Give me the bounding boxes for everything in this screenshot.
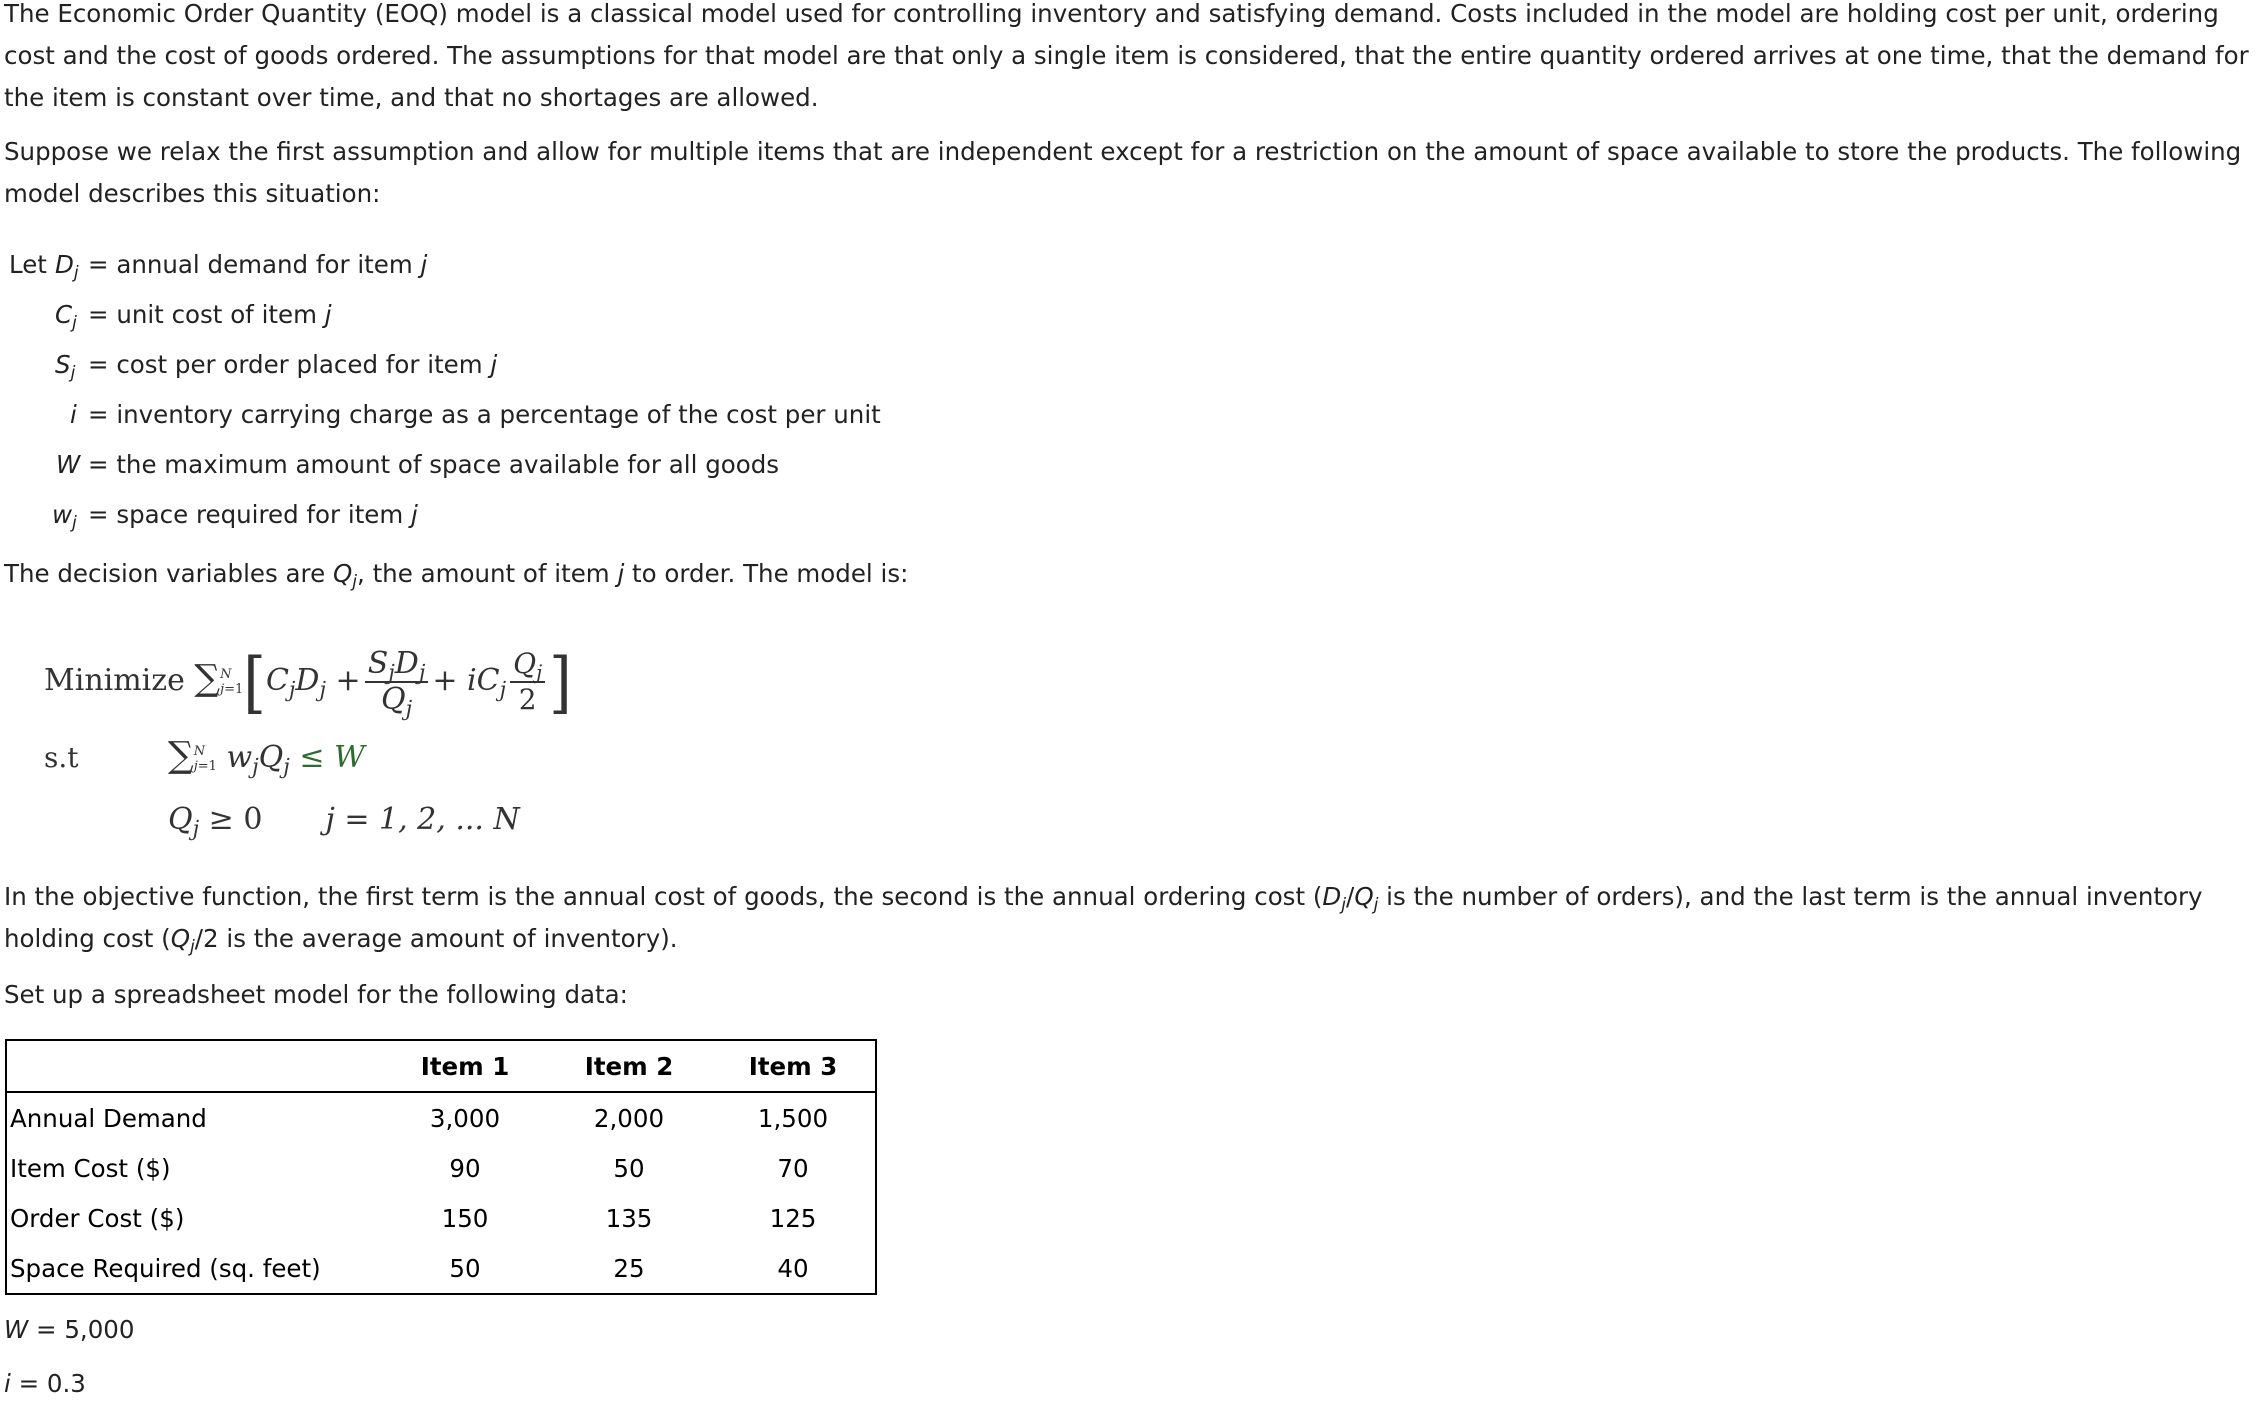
- table-cell: 90: [449, 1153, 481, 1183]
- table-cell: 2,000: [593, 1103, 665, 1133]
- row-label: Item Cost ($): [10, 1153, 171, 1183]
- table-cell: 40: [777, 1253, 809, 1283]
- table-cell: 150: [441, 1203, 489, 1233]
- objective-function: Minimize ∑N $j=1[C_jD_j$ + $\frac{S_jD_j}{Q_j}$ + $iC_j$ $\frac{Q_j}{2}$ ]: [44, 642, 572, 722]
- setup-instruction: Set up a spreadsheet model for the following data:: [4, 980, 628, 1009]
- row-label: Annual Demand: [10, 1103, 207, 1133]
- table-cell: 50: [613, 1153, 645, 1183]
- table-cell: 25: [613, 1253, 645, 1283]
- table-cell: 125: [769, 1203, 817, 1233]
- space-constraint: ∑N j=1 $w_jQ_j \le W$: [168, 735, 365, 779]
- table-cell: 70: [777, 1153, 809, 1183]
- param-W: W = 5,000: [4, 1315, 135, 1344]
- index-domain: j = 1, 2, ... N: [325, 802, 520, 837]
- problem-page: The Economic Order Quantity (EOQ) model is a classical model used for controlling inventory and satisfying demand. Costs included in the model are holding cost per unit, ordering cost and the cost of goods ordered. The assumptions for that model are that only a single item is considered, that the entire quantity ordered arrives at one time, that the demand for the item is constant over time, and that no shortages are allowed. Suppose we relax the first assumption and allow for multiple items that are independent except for a restriction on the amount of space available to store the products. The following model describes this situation: Let $D_j$ = annual demand for item j $C_j$ = unit cost of item j $S_j$ = cost per order placed for item j i = inventory carrying charge as a percentage of the cost per unit W = the maximum amount of space available for all goods $w_j$ = space required for item j The decision variables are $Q_j$, the amount of item j to order. The model is: Minimize ∑N $j=1[C_jD_j$ + $\frac{S_jD_j}{Q_j}$ + $iC_j$ $\frac{Q_j}{2}$ ] s.t ∑N j=1 $w_jQ_j \le W$ $Q_j \ge 0$ j = 1, 2, ... N In the objective function, the first term is the annual cost of goods, the second is the annual ordering cost ($D_j/Q_j$ is the number of orders), and the last term is the annual inventory holding cost ($Q_j/2$ is the average amount of inventory). Set up a spreadsheet model for the following data: Item 1 Item 2 Item 3 Annual Demand 3,000 2,000 1,500 Item Cost ($) 90 50 70 Order Cost ($) 150 135 125 Space Required (sq. feet) 50 25 40 W = 5,000 i = 0.3: [0, 0, 2258, 1402]
- table-row: [6, 1193, 876, 1243]
- param-i: i = 0.3: [4, 1369, 86, 1398]
- decision-variables-text: The decision variables are $Q_j$, the amount of item j to order. The model is:: [4, 559, 909, 593]
- minimize-label: Minimize: [44, 663, 185, 698]
- row-label: Space Required (sq. feet): [10, 1253, 321, 1283]
- st-label: s.t: [44, 741, 79, 774]
- table-header-item-2: Item 2: [584, 1051, 674, 1081]
- objective-explanation: In the objective function, the first term is the annual cost of goods, the second is the annual ordering cost ($D_j/Q_j$ is the number of orders), and the last term is the annual inventory holding cost ($Q_j/2$ is the average amount of inventory).: [4, 882, 2203, 958]
- table-row: [6, 1143, 876, 1193]
- intro-paragraph-1: The Economic Order Quantity (EOQ) model is a classical model used for controlling inventory and satisfying demand. Costs included in the model are holding cost per unit, ordering cost and the cost of goods ordered. The assumptions for that model are that only a single item is considered, that the entire quantity ordered arrives at one time, that the demand for the item is constant over time, and that no shortages are allowed.: [4, 0, 2249, 112]
- table-header-item-3: Item 3: [748, 1051, 838, 1081]
- table-header-blank: [6, 1040, 383, 1092]
- row-label: Order Cost ($): [10, 1203, 185, 1233]
- table-header-item-1: Item 1: [420, 1051, 510, 1081]
- nonnegativity-constraint: $Q_j \ge 0$ j = 1, 2, ... N: [168, 802, 520, 841]
- table-row: [6, 1243, 876, 1294]
- table-cell: 3,000: [429, 1103, 501, 1133]
- intro-paragraph-2: Suppose we relax the first assumption and allow for multiple items that are independent except for a restriction on the amount of space available to store the products. The following model describes this situation:: [4, 137, 2242, 208]
- table-cell: 1,500: [757, 1103, 829, 1133]
- table-cell: 50: [449, 1253, 481, 1283]
- table-row: [6, 1092, 876, 1143]
- definition-let: [9, 249, 47, 281]
- let-label: Let: [9, 250, 47, 279]
- table-header-row: [6, 1040, 876, 1092]
- table-cell: 135: [605, 1203, 653, 1233]
- item-data-table: [5, 1039, 877, 1295]
